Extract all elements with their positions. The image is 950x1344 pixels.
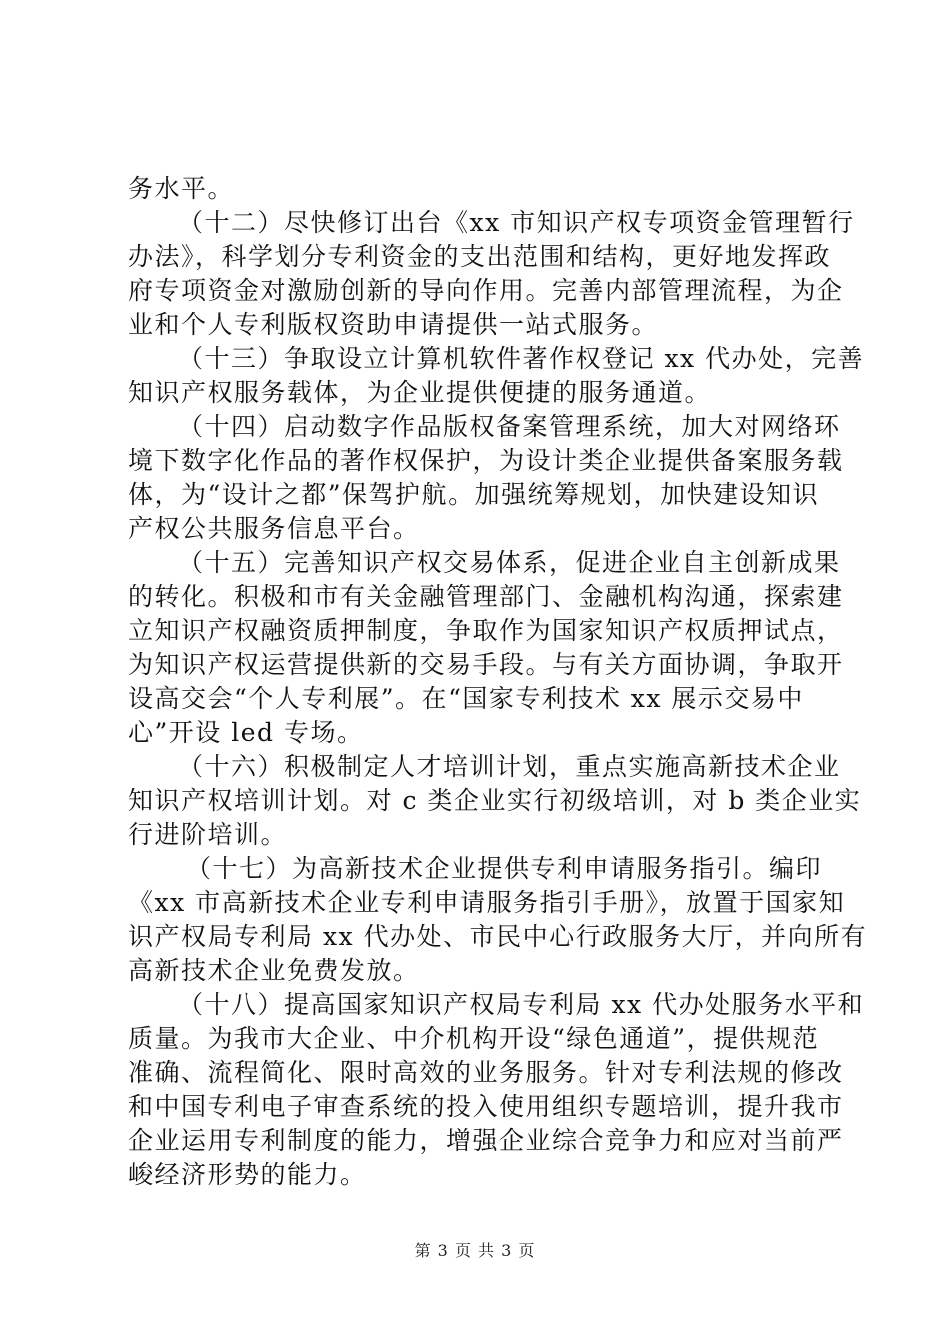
text-line: 的转化。积极和市有关金融管理部门、金融机构沟通，探索建 <box>128 582 844 611</box>
text-line: 务水平。 <box>128 174 235 203</box>
text-line: 体，为“设计之都”保驾护航。加强统筹规划，加快建设知识 <box>128 480 820 509</box>
text-line: 准确、流程简化、限时高效的业务服务。针对专利法规的修改 <box>128 1058 844 1087</box>
text-line: 办法》，科学划分专利资金的支出范围和结构，更好地发挥政 <box>128 242 832 271</box>
text-line: 《xx 市高新技术企业专利申请服务指引手册》，放置于国家知 <box>128 888 846 917</box>
text-line: 行进阶培训。 <box>128 820 288 849</box>
text-line: （十二）尽快修订出台《xx 市知识产权专项资金管理暂行 <box>178 208 855 237</box>
text-line: 为知识产权运营提供新的交易手段。与有关方面协调，争取开 <box>128 650 844 679</box>
text-line: 企业运用专利制度的能力，增强企业综合竞争力和应对当前严 <box>128 1126 844 1155</box>
text-line: 立知识产权融资质押制度，争取作为国家知识产权质押试点， <box>128 616 844 645</box>
text-line: （十六）积极制定人才培训计划，重点实施高新技术企业 <box>178 752 841 781</box>
text-line: （十三）争取设立计算机软件著作权登记 xx 代办处，完善 <box>178 344 865 373</box>
text-line: （十五）完善知识产权交易体系，促进企业自主创新成果 <box>178 548 841 577</box>
text-line: 业和个人专利版权资助申请提供一站式服务。 <box>128 310 659 339</box>
text-line: 府专项资金对激励创新的导向作用。完善内部管理流程，为企 <box>128 276 844 305</box>
text-line: 和中国专利电子审查系统的投入使用组织专题培训，提升我市 <box>128 1092 844 1121</box>
text-line: 境下数字化作品的著作权保护，为设计类企业提供备案服务载 <box>128 446 844 475</box>
text-line: 知识产权培训计划。对 c 类企业实行初级培训，对 b 类企业实 <box>128 786 862 815</box>
text-line: 质量。为我市大企业、中介机构开设“绿色通道”，提供规范 <box>128 1024 820 1053</box>
text-line: 识产权局专利局 xx 代办处、市民中心行政服务大厅，并向所有 <box>128 922 868 951</box>
text-line: 峻经济形势的能力。 <box>128 1160 367 1189</box>
text-line: 高新技术企业免费发放。 <box>128 956 420 985</box>
text-line: （十七）为高新技术企业提供专利申请服务指引。编印 <box>186 854 823 883</box>
text-line: （十八）提高国家知识产权局专利局 xx 代办处服务水平和 <box>178 990 865 1019</box>
text-line: 心”开设 led 专场。 <box>128 718 364 747</box>
text-line: 产权公共服务信息平台。 <box>128 514 420 543</box>
text-line: 设高交会“个人专利展”。在“国家专利技术 xx 展示交易中 <box>128 684 804 713</box>
text-line: （十四）启动数字作品版权备案管理系统，加大对网络环 <box>178 412 841 441</box>
page-footer: 第 3 页 共 3 页 <box>414 1241 536 1260</box>
text-line: 知识产权服务载体，为企业提供便捷的服务通道。 <box>128 378 712 407</box>
